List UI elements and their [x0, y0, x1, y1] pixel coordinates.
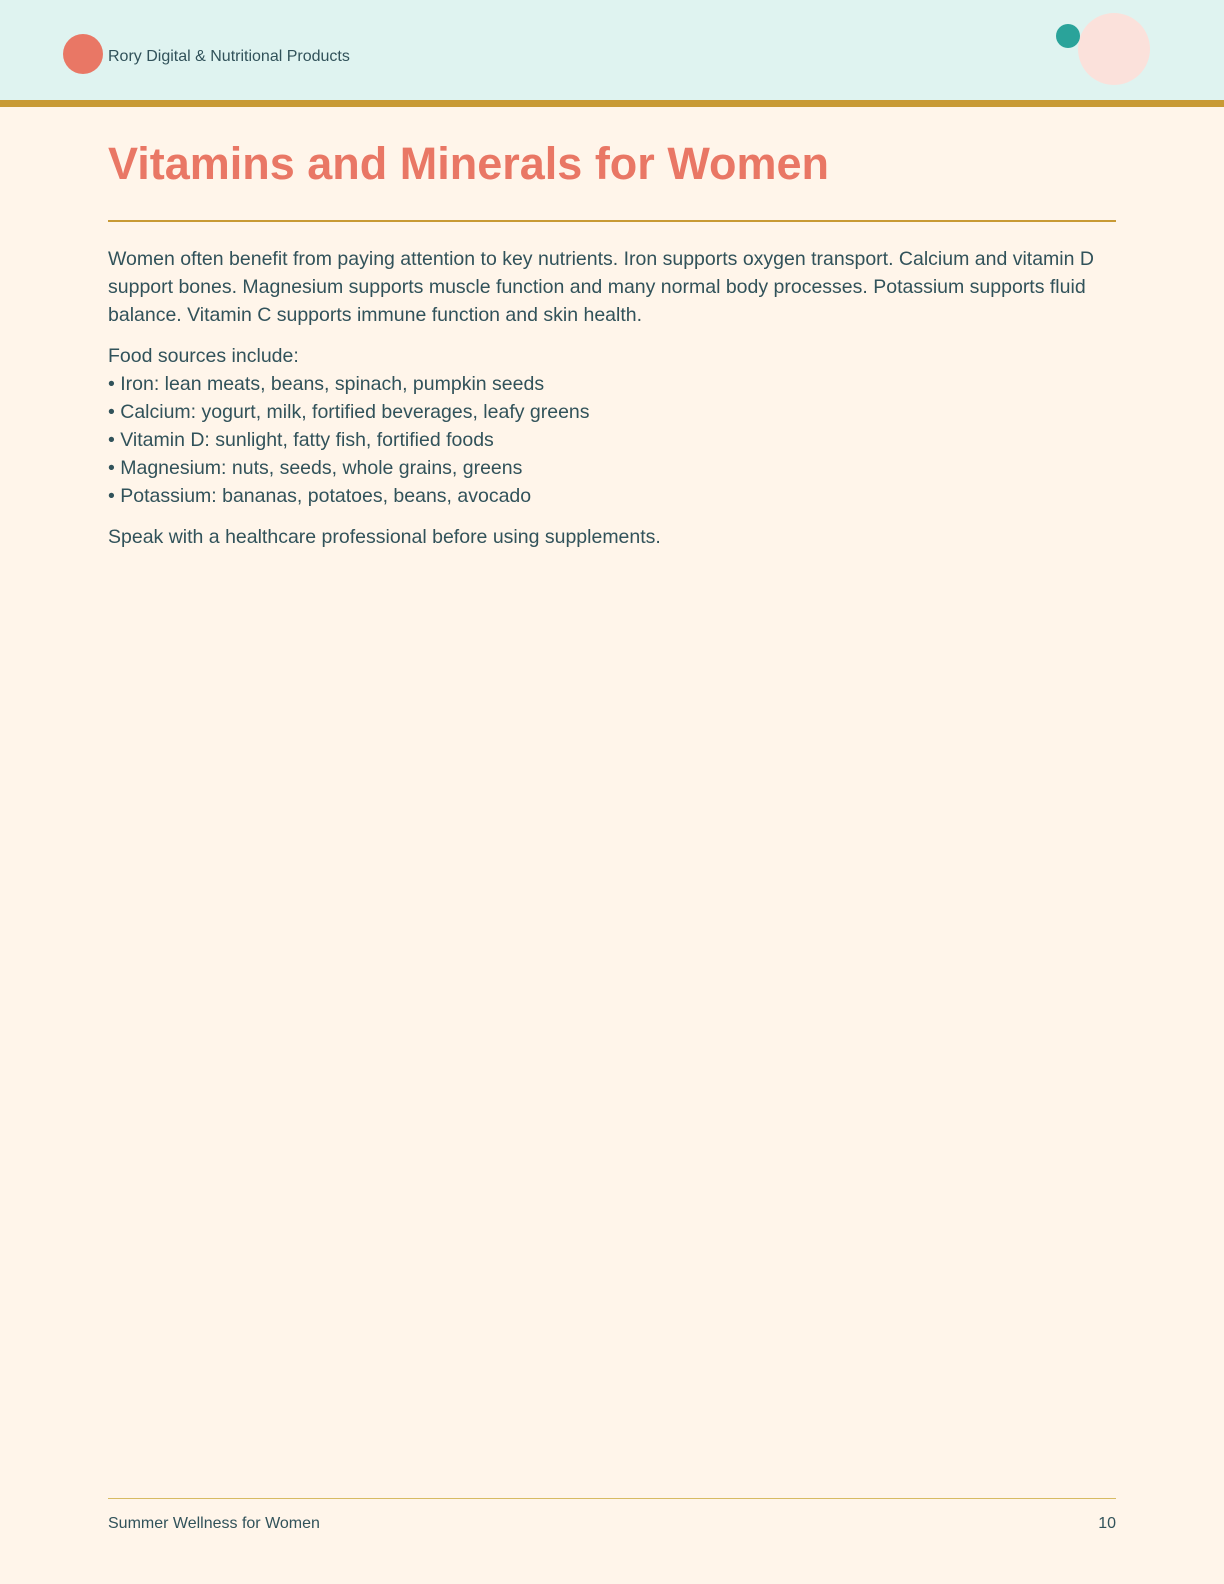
page-number: 10	[1098, 1515, 1116, 1532]
list-item: • Vitamin D: sunlight, fatty fish, fortified foods	[108, 429, 494, 451]
footer-publication-title: Summer Wellness for Women	[108, 1515, 320, 1532]
main-content	[108, 134, 1116, 551]
header-divider	[0, 100, 1224, 107]
list-item: • Potassium: bananas, potatoes, beans, avocado	[108, 485, 532, 507]
brand-logo-dot	[63, 34, 103, 74]
list-item: • Iron: lean meats, beans, spinach, pumpkin seeds	[108, 373, 545, 395]
page-title: Vitamins and Minerals for Women	[108, 138, 829, 189]
supplement-note: Speak with a healthcare professional before using supplements.	[108, 526, 661, 548]
intro-paragraph: Women often benefit from paying attention to key nutrients. Iron supports oxygen transport. Calcium and vitamin D support bones. Magnesium supports muscle function and many normal body processes. Potassium supports fluid balance. Vitamin C supports immune function and skin health.	[108, 248, 1094, 326]
footer-divider	[108, 1498, 1116, 1499]
brand-name: Rory Digital & Nutritional Products	[108, 48, 350, 65]
title-divider	[108, 220, 1116, 222]
food-sources-section	[108, 342, 1116, 510]
decorative-circle-large	[1078, 13, 1150, 85]
food-sources-heading: Food sources include:	[108, 345, 299, 367]
list-item: • Magnesium: nuts, seeds, whole grains, greens	[108, 457, 523, 479]
list-item: • Calcium: yogurt, milk, fortified beverages, leafy greens	[108, 401, 590, 423]
decorative-circle-small	[1056, 24, 1080, 48]
header-band	[0, 0, 1224, 100]
food-sources-list	[108, 370, 1116, 510]
